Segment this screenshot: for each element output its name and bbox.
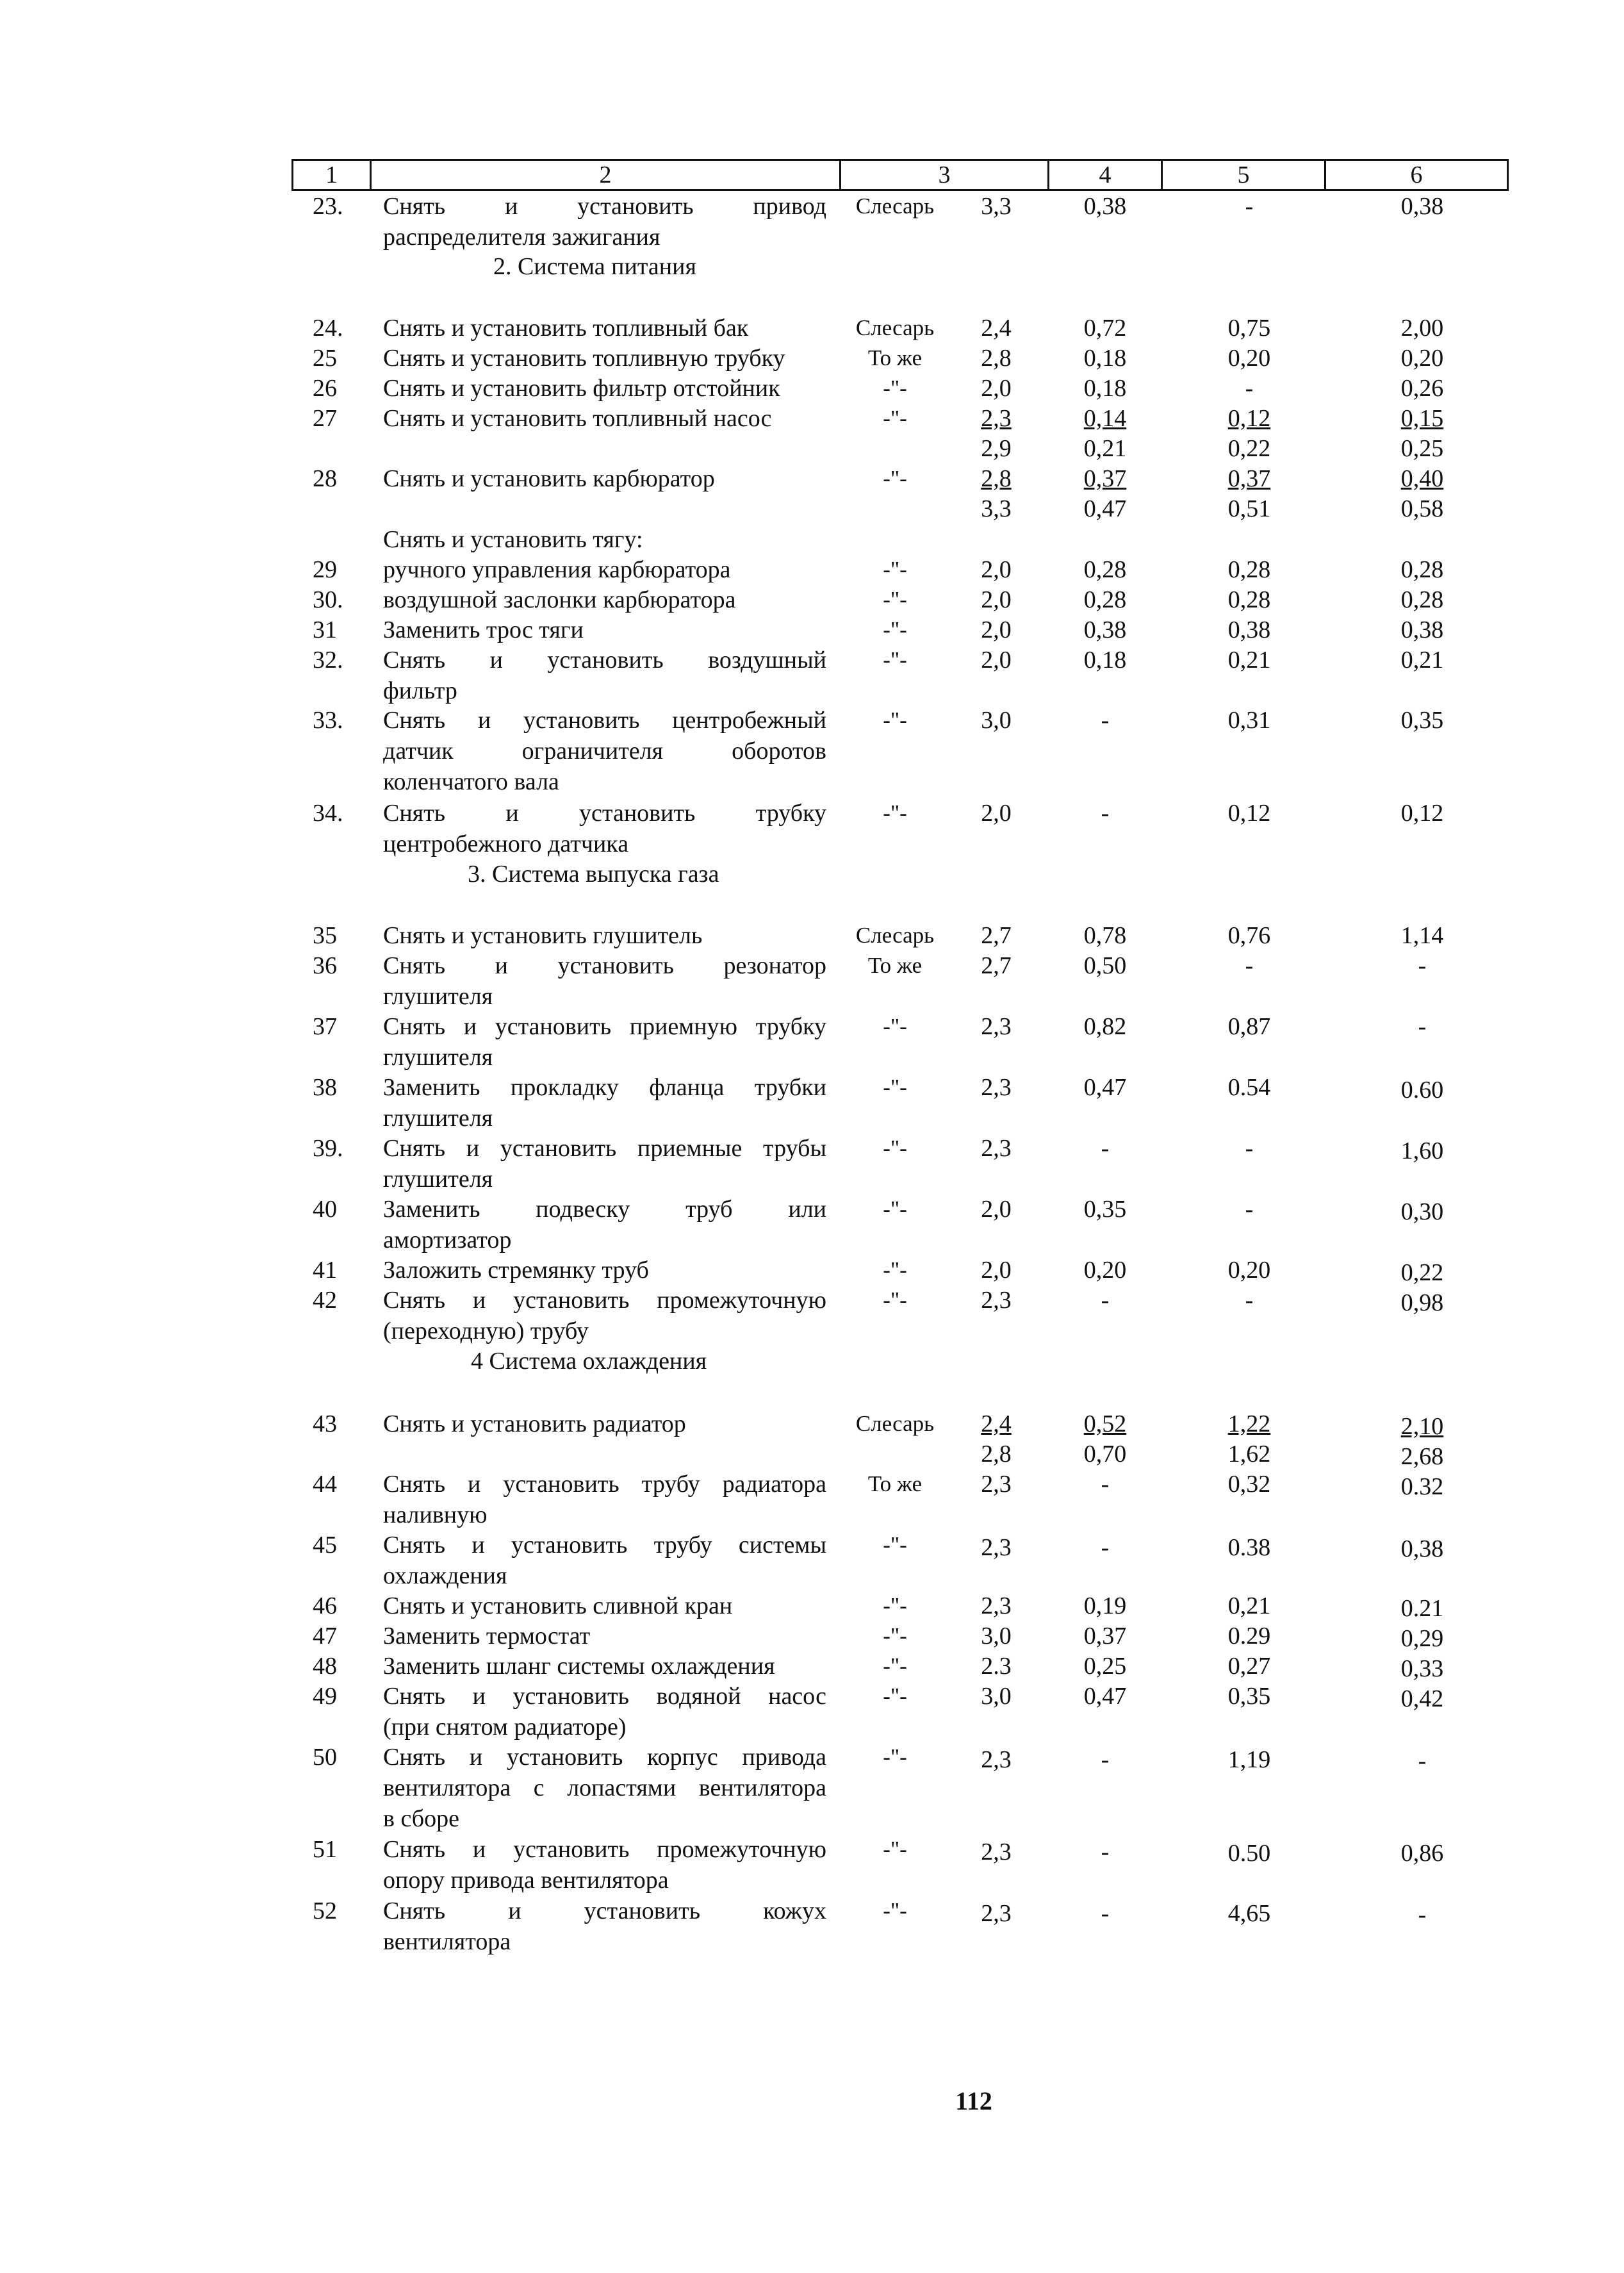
performer: -"-	[883, 587, 907, 612]
operation-description	[383, 1133, 826, 1194]
operation-description	[383, 615, 826, 645]
row-number: 38	[313, 1074, 337, 1101]
description-line: Снять и установить топливную трубку	[383, 345, 785, 372]
performer: То же	[867, 1471, 923, 1496]
value-col-6: 0,42	[1400, 1685, 1444, 1712]
description-line: Снять и установить приемные трубы	[383, 1135, 826, 1162]
value-col-6: 2,00	[1400, 315, 1444, 342]
description-line: Снять и установить центробежный	[383, 707, 826, 734]
value-col-3: 3,3	[981, 495, 1012, 522]
value-col-4: 0,78	[1083, 922, 1127, 949]
description-line: Снять и установить топливный насос	[383, 405, 772, 432]
performer: -"-	[883, 1744, 907, 1769]
value-col-3: 2,3	[981, 1746, 1012, 1773]
performer: -"-	[883, 617, 907, 642]
row-number: 25	[313, 345, 337, 372]
description-line: Заменить трос тяги	[383, 616, 584, 643]
performer: -"-	[883, 1136, 907, 1161]
operation-description	[383, 920, 826, 951]
value-col-5: 0,37	[1227, 465, 1271, 492]
description-line: глушителя	[383, 1044, 493, 1071]
value-col-6: 0,40	[1400, 465, 1444, 492]
operation-description	[383, 373, 826, 404]
value-col-5: 1,19	[1227, 1746, 1271, 1773]
row-number: 37	[313, 1013, 337, 1040]
row-number: 52	[313, 1897, 337, 1924]
performer: -"-	[883, 406, 907, 431]
value-col-5: 0,22	[1227, 435, 1271, 462]
value-col-4: 0,18	[1083, 345, 1127, 372]
operation-description	[383, 1896, 826, 1957]
performer: -"-	[883, 1837, 907, 1862]
row-number: 49	[313, 1683, 337, 1710]
performer: -"-	[883, 647, 907, 672]
description-line: Заложить стремянку труб	[383, 1257, 649, 1284]
value-col-4: 0,25	[1083, 1653, 1127, 1680]
value-col-3: 3,3	[981, 193, 1012, 220]
value-col-3: 2,8	[981, 465, 1012, 492]
operation-description	[383, 1285, 826, 1346]
value-col-6: 2,10	[1400, 1413, 1444, 1440]
performer: -"-	[883, 1593, 907, 1618]
value-col-6: 0,25	[1400, 435, 1444, 462]
value-col-4: 0,37	[1083, 465, 1127, 492]
description-line: Снять и установить резонатор	[383, 952, 826, 979]
value-col-3: 2,4	[981, 1410, 1012, 1437]
description-line: Заменить прокладку фланца трубки	[383, 1074, 826, 1101]
section-title: 4 Система охлаждения	[471, 1348, 707, 1375]
value-col-4: 0,28	[1083, 586, 1127, 613]
description-line: Снять и установить промежуточную	[383, 1287, 826, 1314]
description-line: центробежного датчика	[383, 831, 629, 857]
value-col-6: 0,38	[1400, 616, 1444, 643]
value-col-5: 0,27	[1227, 1653, 1271, 1680]
row-number: 32.	[313, 647, 343, 674]
description-line: наливную	[383, 1501, 488, 1528]
header-col-4: 4	[1047, 159, 1163, 191]
value-col-5: -	[1245, 952, 1254, 979]
value-col-3: 2,8	[981, 345, 1012, 372]
value-col-3: 2,7	[981, 922, 1012, 949]
row-number: 50	[313, 1744, 337, 1771]
operation-description	[383, 1651, 826, 1682]
operation-description	[383, 1681, 826, 1742]
performer: -"-	[883, 1257, 907, 1282]
value-col-6: 1,14	[1400, 922, 1444, 949]
description-line: Снять и установить сливной кран	[383, 1592, 733, 1619]
description-line: фильтр	[383, 677, 457, 704]
performer: То же	[867, 345, 923, 370]
row-number: 29	[313, 556, 337, 583]
row-number: 31	[313, 616, 337, 643]
value-col-4: -	[1101, 1287, 1110, 1314]
description-line: Снять и установить топливный бак	[383, 315, 749, 342]
value-col-3: 2,3	[981, 1287, 1012, 1314]
value-col-5: 0,87	[1227, 1013, 1271, 1040]
header-col-5: 5	[1161, 159, 1326, 191]
value-col-5: 0.50	[1227, 1840, 1271, 1867]
row-number: 30.	[313, 586, 343, 613]
performer: -"-	[883, 1532, 907, 1557]
value-col-4: 0,14	[1083, 405, 1127, 432]
performer: -"-	[883, 1653, 907, 1678]
description-line: глушителя	[383, 1166, 493, 1193]
value-col-4: 0,35	[1083, 1196, 1127, 1223]
value-col-3: 2,0	[981, 1196, 1012, 1223]
description-line: Снять и установить привод	[383, 193, 826, 220]
performer: -"-	[883, 557, 907, 582]
row-number: 36	[313, 952, 337, 979]
value-col-4: -	[1101, 707, 1110, 734]
row-number: 33.	[313, 707, 343, 734]
header-col-3: 3	[839, 159, 1049, 191]
value-col-4: 0,38	[1083, 616, 1127, 643]
description-line: глушителя	[383, 1105, 493, 1132]
row-number: 45	[313, 1532, 337, 1558]
row-number: 26	[313, 375, 337, 402]
value-col-3: 3,0	[981, 707, 1012, 734]
operation-description	[383, 950, 826, 1012]
value-col-4: -	[1101, 1471, 1110, 1498]
value-col-3: 2,3	[981, 1074, 1012, 1101]
row-number: 42	[313, 1287, 337, 1314]
value-col-5: 0,20	[1227, 345, 1271, 372]
operation-description	[383, 1530, 826, 1591]
value-col-5: 4,65	[1227, 1900, 1271, 1927]
description-line: Снять и установить приемную трубку	[383, 1013, 826, 1040]
value-col-5: 0,21	[1227, 647, 1271, 674]
value-col-6: 0,20	[1400, 345, 1444, 372]
value-col-4: 0,50	[1083, 952, 1127, 979]
value-col-4: 0,18	[1083, 647, 1127, 674]
description-line: амортизатор	[383, 1227, 512, 1253]
performer: -"-	[883, 1623, 907, 1648]
value-col-3: 2,0	[981, 616, 1012, 643]
value-col-6: 0.21	[1400, 1595, 1444, 1622]
operation-description	[383, 524, 826, 555]
section-title: 2. Система питания	[493, 253, 696, 280]
value-col-3: 2,7	[981, 952, 1012, 979]
value-col-5: 0,28	[1227, 556, 1271, 583]
performer: -"-	[883, 1014, 907, 1039]
value-col-6: 0,58	[1400, 495, 1444, 522]
value-col-5: 0.54	[1227, 1074, 1271, 1101]
value-col-6: -	[1418, 1901, 1427, 1928]
row-number: 27	[313, 405, 337, 432]
value-col-5: 0,31	[1227, 707, 1271, 734]
operation-description	[383, 1255, 826, 1285]
value-col-6: 0,15	[1400, 405, 1444, 432]
row-number: 48	[313, 1653, 337, 1680]
performer: -"-	[883, 1196, 907, 1221]
value-col-3: 2,0	[981, 800, 1012, 827]
value-col-4: 0,82	[1083, 1013, 1127, 1040]
value-col-4: 0,47	[1083, 1074, 1127, 1101]
value-col-4: 0,19	[1083, 1592, 1127, 1619]
row-number: 46	[313, 1592, 337, 1619]
description-line: (при снятом радиаторе)	[383, 1714, 627, 1740]
value-col-6: 0,29	[1400, 1625, 1444, 1652]
value-col-6: -	[1418, 1748, 1427, 1774]
value-col-4: 0,47	[1083, 1683, 1127, 1710]
operation-description	[383, 1072, 826, 1134]
performer: -"-	[883, 376, 907, 401]
operation-description	[383, 343, 826, 374]
value-col-5: -	[1245, 193, 1254, 220]
description-line: опору привода вентилятора	[383, 1867, 669, 1894]
value-col-5: -	[1245, 1287, 1254, 1314]
value-col-3: 2,3	[981, 1534, 1012, 1561]
value-col-3: 2,4	[981, 315, 1012, 342]
performer: Слесарь	[855, 194, 935, 219]
description-line: охлаждения	[383, 1562, 507, 1589]
value-col-5: 1,22	[1227, 1410, 1271, 1437]
value-col-4: -	[1101, 1900, 1110, 1927]
value-col-6: 0,21	[1400, 647, 1444, 674]
operation-description	[383, 191, 826, 252]
value-col-3: 2,9	[981, 435, 1012, 462]
value-col-5: 0,38	[1227, 616, 1271, 643]
description-line: Снять и установить корпус привода	[383, 1744, 826, 1771]
value-col-5: 0,51	[1227, 495, 1271, 522]
description-line: глушителя	[383, 983, 493, 1010]
value-col-6: 0,38	[1400, 1535, 1444, 1562]
section-title: 3. Система выпуска газа	[468, 861, 719, 888]
value-col-5: 0,32	[1227, 1471, 1271, 1498]
value-col-4: 0,18	[1083, 375, 1127, 402]
description-line: датчик ограничителя оборотов	[383, 738, 826, 765]
header-col-1: 1	[291, 159, 372, 191]
operation-description	[383, 1591, 826, 1621]
header-col-6: 6	[1324, 159, 1509, 191]
value-col-6: 0,26	[1400, 375, 1444, 402]
operation-description	[383, 313, 826, 343]
value-col-3: 2,0	[981, 586, 1012, 613]
description-line: Снять и установить промежуточную	[383, 1836, 826, 1863]
value-col-3: 2,3	[981, 1471, 1012, 1498]
performer: Слесарь	[855, 315, 935, 340]
value-col-6: 0,28	[1400, 556, 1444, 583]
operation-description	[383, 798, 826, 859]
value-col-4: -	[1101, 800, 1110, 827]
operation-description	[383, 1194, 826, 1255]
value-col-5: 0.38	[1227, 1534, 1271, 1561]
value-col-4: -	[1101, 1839, 1110, 1865]
value-col-4: 0,52	[1083, 1410, 1127, 1437]
operation-description	[383, 403, 826, 434]
value-col-3: 2,3	[981, 405, 1012, 432]
value-col-6: 0,28	[1400, 586, 1444, 613]
performer: -"-	[883, 707, 907, 732]
value-col-4: 0,21	[1083, 435, 1127, 462]
value-col-6: 0.32	[1400, 1473, 1444, 1500]
value-col-3: 2,0	[981, 1257, 1012, 1284]
value-col-6: 0,22	[1400, 1259, 1444, 1286]
value-col-5: -	[1245, 375, 1254, 402]
value-col-3: 3,0	[981, 1683, 1012, 1710]
description-line: Снять и установить водяной насос	[383, 1683, 826, 1710]
row-number: 44	[313, 1471, 337, 1498]
description-line: Снять и установить фильтр отстойник	[383, 375, 780, 402]
value-col-4: 0,37	[1083, 1623, 1127, 1649]
value-col-4: -	[1101, 1135, 1110, 1162]
value-col-6: 2,68	[1400, 1443, 1444, 1470]
value-col-4: -	[1101, 1746, 1110, 1773]
value-col-3: 2,3	[981, 1013, 1012, 1040]
description-line: коленчатого вала	[383, 768, 559, 795]
operation-description	[383, 1011, 826, 1073]
description-line: Заменить термостат	[383, 1623, 591, 1649]
description-line: Заменить подвеску труб или	[383, 1196, 826, 1223]
value-col-6: 0.60	[1400, 1077, 1444, 1103]
description-line: Снять и установить трубу системы	[383, 1532, 826, 1558]
performer: -"-	[883, 800, 907, 825]
operation-description	[383, 705, 826, 797]
value-col-5: 0,35	[1227, 1683, 1271, 1710]
row-number: 43	[313, 1410, 337, 1437]
value-col-5: 1,62	[1227, 1441, 1271, 1467]
operation-description	[383, 584, 826, 615]
value-col-6: 0,12	[1400, 800, 1444, 827]
operation-description	[383, 1469, 826, 1530]
value-col-4: 0,72	[1083, 315, 1127, 342]
operation-description	[383, 1834, 826, 1896]
value-col-3: 2,0	[981, 556, 1012, 583]
value-col-3: 2,8	[981, 1441, 1012, 1467]
performer: -"-	[883, 1683, 907, 1708]
description-line: Снять и установить трубку	[383, 800, 826, 827]
value-col-4: 0,28	[1083, 556, 1127, 583]
value-col-5: 0,12	[1227, 800, 1271, 827]
value-col-3: 2,0	[981, 375, 1012, 402]
operation-description	[383, 1621, 826, 1651]
value-col-6: 0,33	[1400, 1655, 1444, 1682]
operation-description	[383, 554, 826, 585]
description-line: воздушной заслонки карбюратора	[383, 586, 736, 613]
description-line: распределителя зажигания	[383, 224, 660, 251]
row-number: 35	[313, 922, 337, 949]
row-number: 24.	[313, 315, 343, 342]
value-col-6: 0,38	[1400, 193, 1444, 220]
value-col-3: 2,0	[981, 647, 1012, 674]
value-col-4: -	[1101, 1534, 1110, 1561]
operation-description	[383, 645, 826, 706]
value-col-5: 0,75	[1227, 315, 1271, 342]
description-line: Снять и установить тягу:	[383, 526, 643, 553]
value-col-3: 2.3	[981, 1653, 1012, 1680]
value-col-5: 0,76	[1227, 922, 1271, 949]
description-line: Снять и установить трубу радиатора	[383, 1471, 826, 1498]
value-col-5: -	[1245, 1196, 1254, 1223]
description-line: Снять и установить кожух	[383, 1897, 826, 1924]
description-line: в сборе	[383, 1805, 459, 1832]
value-col-5: 0.29	[1227, 1623, 1271, 1649]
row-number: 39.	[313, 1135, 343, 1162]
performer: Слесарь	[855, 923, 935, 948]
value-col-5: 0,12	[1227, 405, 1271, 432]
description-line: Снять и установить карбюратор	[383, 465, 715, 492]
value-col-3: 2,3	[981, 1135, 1012, 1162]
value-col-4: 0,38	[1083, 193, 1127, 220]
row-number: 23.	[313, 193, 343, 220]
row-number: 51	[313, 1836, 337, 1863]
value-col-4: 0,70	[1083, 1441, 1127, 1467]
value-col-3: 2,3	[981, 1839, 1012, 1865]
value-col-5: 0,28	[1227, 586, 1271, 613]
operation-description	[383, 1742, 826, 1834]
value-col-5: -	[1245, 1135, 1254, 1162]
value-col-3: 2,3	[981, 1592, 1012, 1619]
description-line: (переходную) трубу	[383, 1318, 589, 1344]
row-number: 47	[313, 1623, 337, 1649]
value-col-6: 0,35	[1400, 707, 1444, 734]
value-col-3: 2,3	[981, 1900, 1012, 1927]
value-col-6: -	[1418, 952, 1427, 979]
value-col-5: 0,21	[1227, 1592, 1271, 1619]
description-line: Снять и установить воздушный	[383, 647, 826, 674]
performer: Слесарь	[855, 1411, 935, 1436]
performer: -"-	[883, 1287, 907, 1312]
performer: -"-	[883, 1075, 907, 1100]
value-col-4: 0,20	[1083, 1257, 1127, 1284]
row-number: 40	[313, 1196, 337, 1223]
description-line: Снять и установить радиатор	[383, 1410, 686, 1437]
operation-description	[383, 1409, 826, 1439]
page-number: 112	[955, 2087, 992, 2115]
description-line: вентилятора с лопастями вентилятора	[383, 1774, 826, 1801]
value-col-3: 3,0	[981, 1623, 1012, 1649]
value-col-4: 0,47	[1083, 495, 1127, 522]
description-line: ручного управления карбюратора	[383, 556, 731, 583]
value-col-6: 0,30	[1400, 1198, 1444, 1225]
value-col-6: 0,98	[1400, 1289, 1444, 1316]
header-col-2: 2	[370, 159, 841, 191]
value-col-6: 1,60	[1400, 1137, 1444, 1164]
performer: То же	[867, 953, 923, 978]
value-col-6: 0,86	[1400, 1840, 1444, 1867]
value-col-6: -	[1418, 1013, 1427, 1040]
performer: -"-	[883, 1898, 907, 1923]
description-line: вентилятора	[383, 1928, 511, 1955]
description-line: Заменить шланг системы охлаждения	[383, 1653, 775, 1680]
row-number: 34.	[313, 800, 343, 827]
row-number: 41	[313, 1257, 337, 1284]
performer: -"-	[883, 466, 907, 491]
row-number: 28	[313, 465, 337, 492]
value-col-5: 0,20	[1227, 1257, 1271, 1284]
operation-description	[383, 463, 826, 494]
description-line: Снять и установить глушитель	[383, 922, 703, 949]
